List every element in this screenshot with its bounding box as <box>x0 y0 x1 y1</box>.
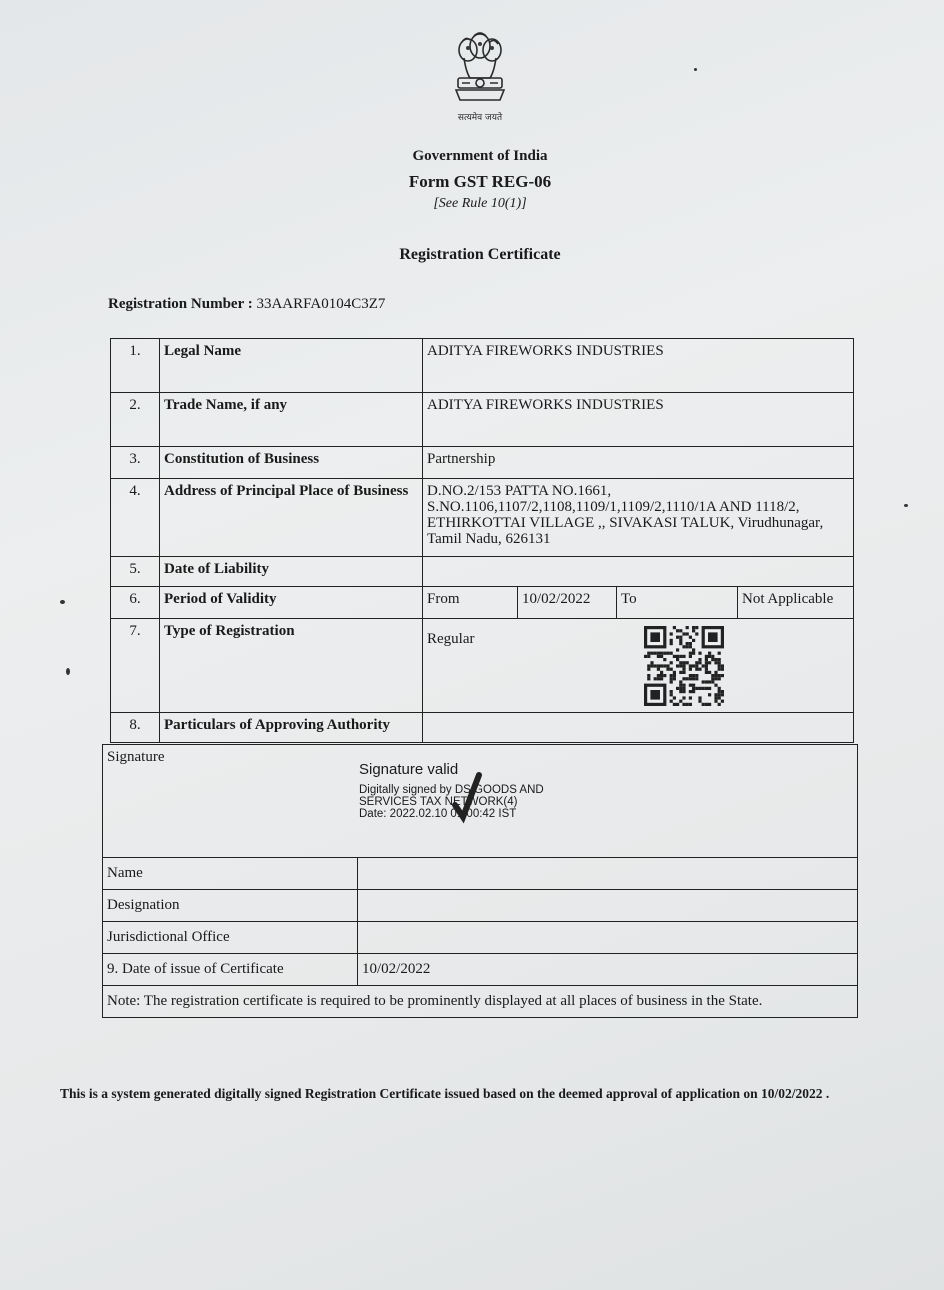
table-row <box>103 858 858 890</box>
table-row <box>111 619 854 713</box>
table-row <box>111 713 854 743</box>
table-row <box>111 587 854 619</box>
address-line: S.NO.1106,1107/2,1108,1109/1,1109/2,1110/1A AND 1118/2, <box>427 499 800 515</box>
table-row <box>103 745 858 858</box>
constitution-value: Partnership <box>423 447 854 479</box>
address-value <box>423 479 854 557</box>
row-number: 6. <box>111 587 160 619</box>
row-label: Type of Registration <box>160 619 423 713</box>
table-row <box>111 479 854 557</box>
registration-number <box>108 296 385 313</box>
row-label: Address of Principal Place of Business <box>160 479 423 557</box>
validity-to-value: Not Applicable <box>738 587 854 619</box>
speck <box>904 504 908 507</box>
table-row <box>103 922 858 954</box>
signature-valid-text: Signature valid <box>359 761 459 778</box>
row-label: Constitution of Business <box>160 447 423 479</box>
address-line: ETHIRKOTTAI VILLAGE ,, SIVAKASI TALUK, Virudhunagar, <box>427 515 824 531</box>
registration-type-value: Regular <box>423 619 854 713</box>
qr-code-icon[interactable] <box>644 626 724 706</box>
trade-name-value: ADITYA FIREWORKS INDUSTRIES <box>423 393 854 447</box>
row-number: 1. <box>111 339 160 393</box>
row-label: Period of Validity <box>160 587 423 619</box>
validity-from-value: 10/02/2022 <box>518 587 617 619</box>
signature-label: Signature <box>107 749 165 765</box>
approving-authority-value <box>423 713 854 743</box>
date-of-liability-value <box>423 557 854 587</box>
designation-value <box>358 890 858 922</box>
address-line: D.NO.2/153 PATTA NO.1661, <box>427 483 612 499</box>
certificate-title: Registration Certificate <box>399 246 561 263</box>
validity-from-label: From <box>423 587 518 619</box>
signature-table <box>102 744 858 1018</box>
form-heading: Form GST REG-06 <box>408 172 552 191</box>
validity-to-label: To <box>617 587 738 619</box>
name-value <box>358 858 858 890</box>
row-label: Date of Liability <box>160 557 423 587</box>
table-row <box>103 986 858 1018</box>
speck <box>66 668 70 675</box>
speck <box>60 600 65 604</box>
row-label: Trade Name, if any <box>160 393 423 447</box>
table-row <box>103 954 858 986</box>
legal-name-value: ADITYA FIREWORKS INDUSTRIES <box>423 339 854 393</box>
government-heading: Government of India <box>412 148 548 164</box>
signature-line: Digitally signed by DS GOODS AND <box>359 784 544 796</box>
row-number: 5. <box>111 557 160 587</box>
row-label: Legal Name <box>160 339 423 393</box>
emblem <box>444 28 516 126</box>
system-generated-footer: This is a system generated digitally signed Registration Certificate issued based on the deemed approval of application on 10/02/2022 . <box>60 1086 830 1101</box>
row-number: 2. <box>111 393 160 447</box>
row-label: Particulars of Approving Authority <box>160 713 423 743</box>
row-number: 3. <box>111 447 160 479</box>
registration-number-value: 33AARFA0104C3Z7 <box>256 296 386 312</box>
signature-check-icon <box>445 767 485 827</box>
jurisdictional-office-label: Jurisdictional Office <box>103 922 358 954</box>
jurisdictional-office-value <box>358 922 858 954</box>
issue-date-value: 10/02/2022 <box>358 954 858 986</box>
signature-line: SERVICES TAX NETWORK(4) <box>359 796 518 808</box>
table-row <box>103 890 858 922</box>
row-number: 4. <box>111 479 160 557</box>
display-note: Note: The registration certificate is required to be prominently displayed at all places of business in the State. <box>103 986 858 1018</box>
name-label: Name <box>103 858 358 890</box>
table-row <box>111 557 854 587</box>
table-row <box>111 447 854 479</box>
details-table <box>110 338 854 743</box>
signature-cell <box>103 745 858 858</box>
signature-line: Date: 2022.02.10 01:00:42 IST <box>359 808 517 820</box>
national-emblem-icon <box>444 28 516 110</box>
row-number: 7. <box>111 619 160 713</box>
table-row <box>111 339 854 393</box>
row-number: 8. <box>111 713 160 743</box>
emblem-motto: सत्यमेव जयते <box>457 113 503 123</box>
issue-date-label: 9. Date of issue of Certificate <box>103 954 358 986</box>
table-row <box>111 393 854 447</box>
designation-label: Designation <box>103 890 358 922</box>
registration-number-label: Registration Number : <box>108 296 253 312</box>
rule-reference: [See Rule 10(1)] <box>433 196 527 211</box>
address-line: Tamil Nadu, 626131 <box>427 531 551 547</box>
speck <box>694 68 697 71</box>
